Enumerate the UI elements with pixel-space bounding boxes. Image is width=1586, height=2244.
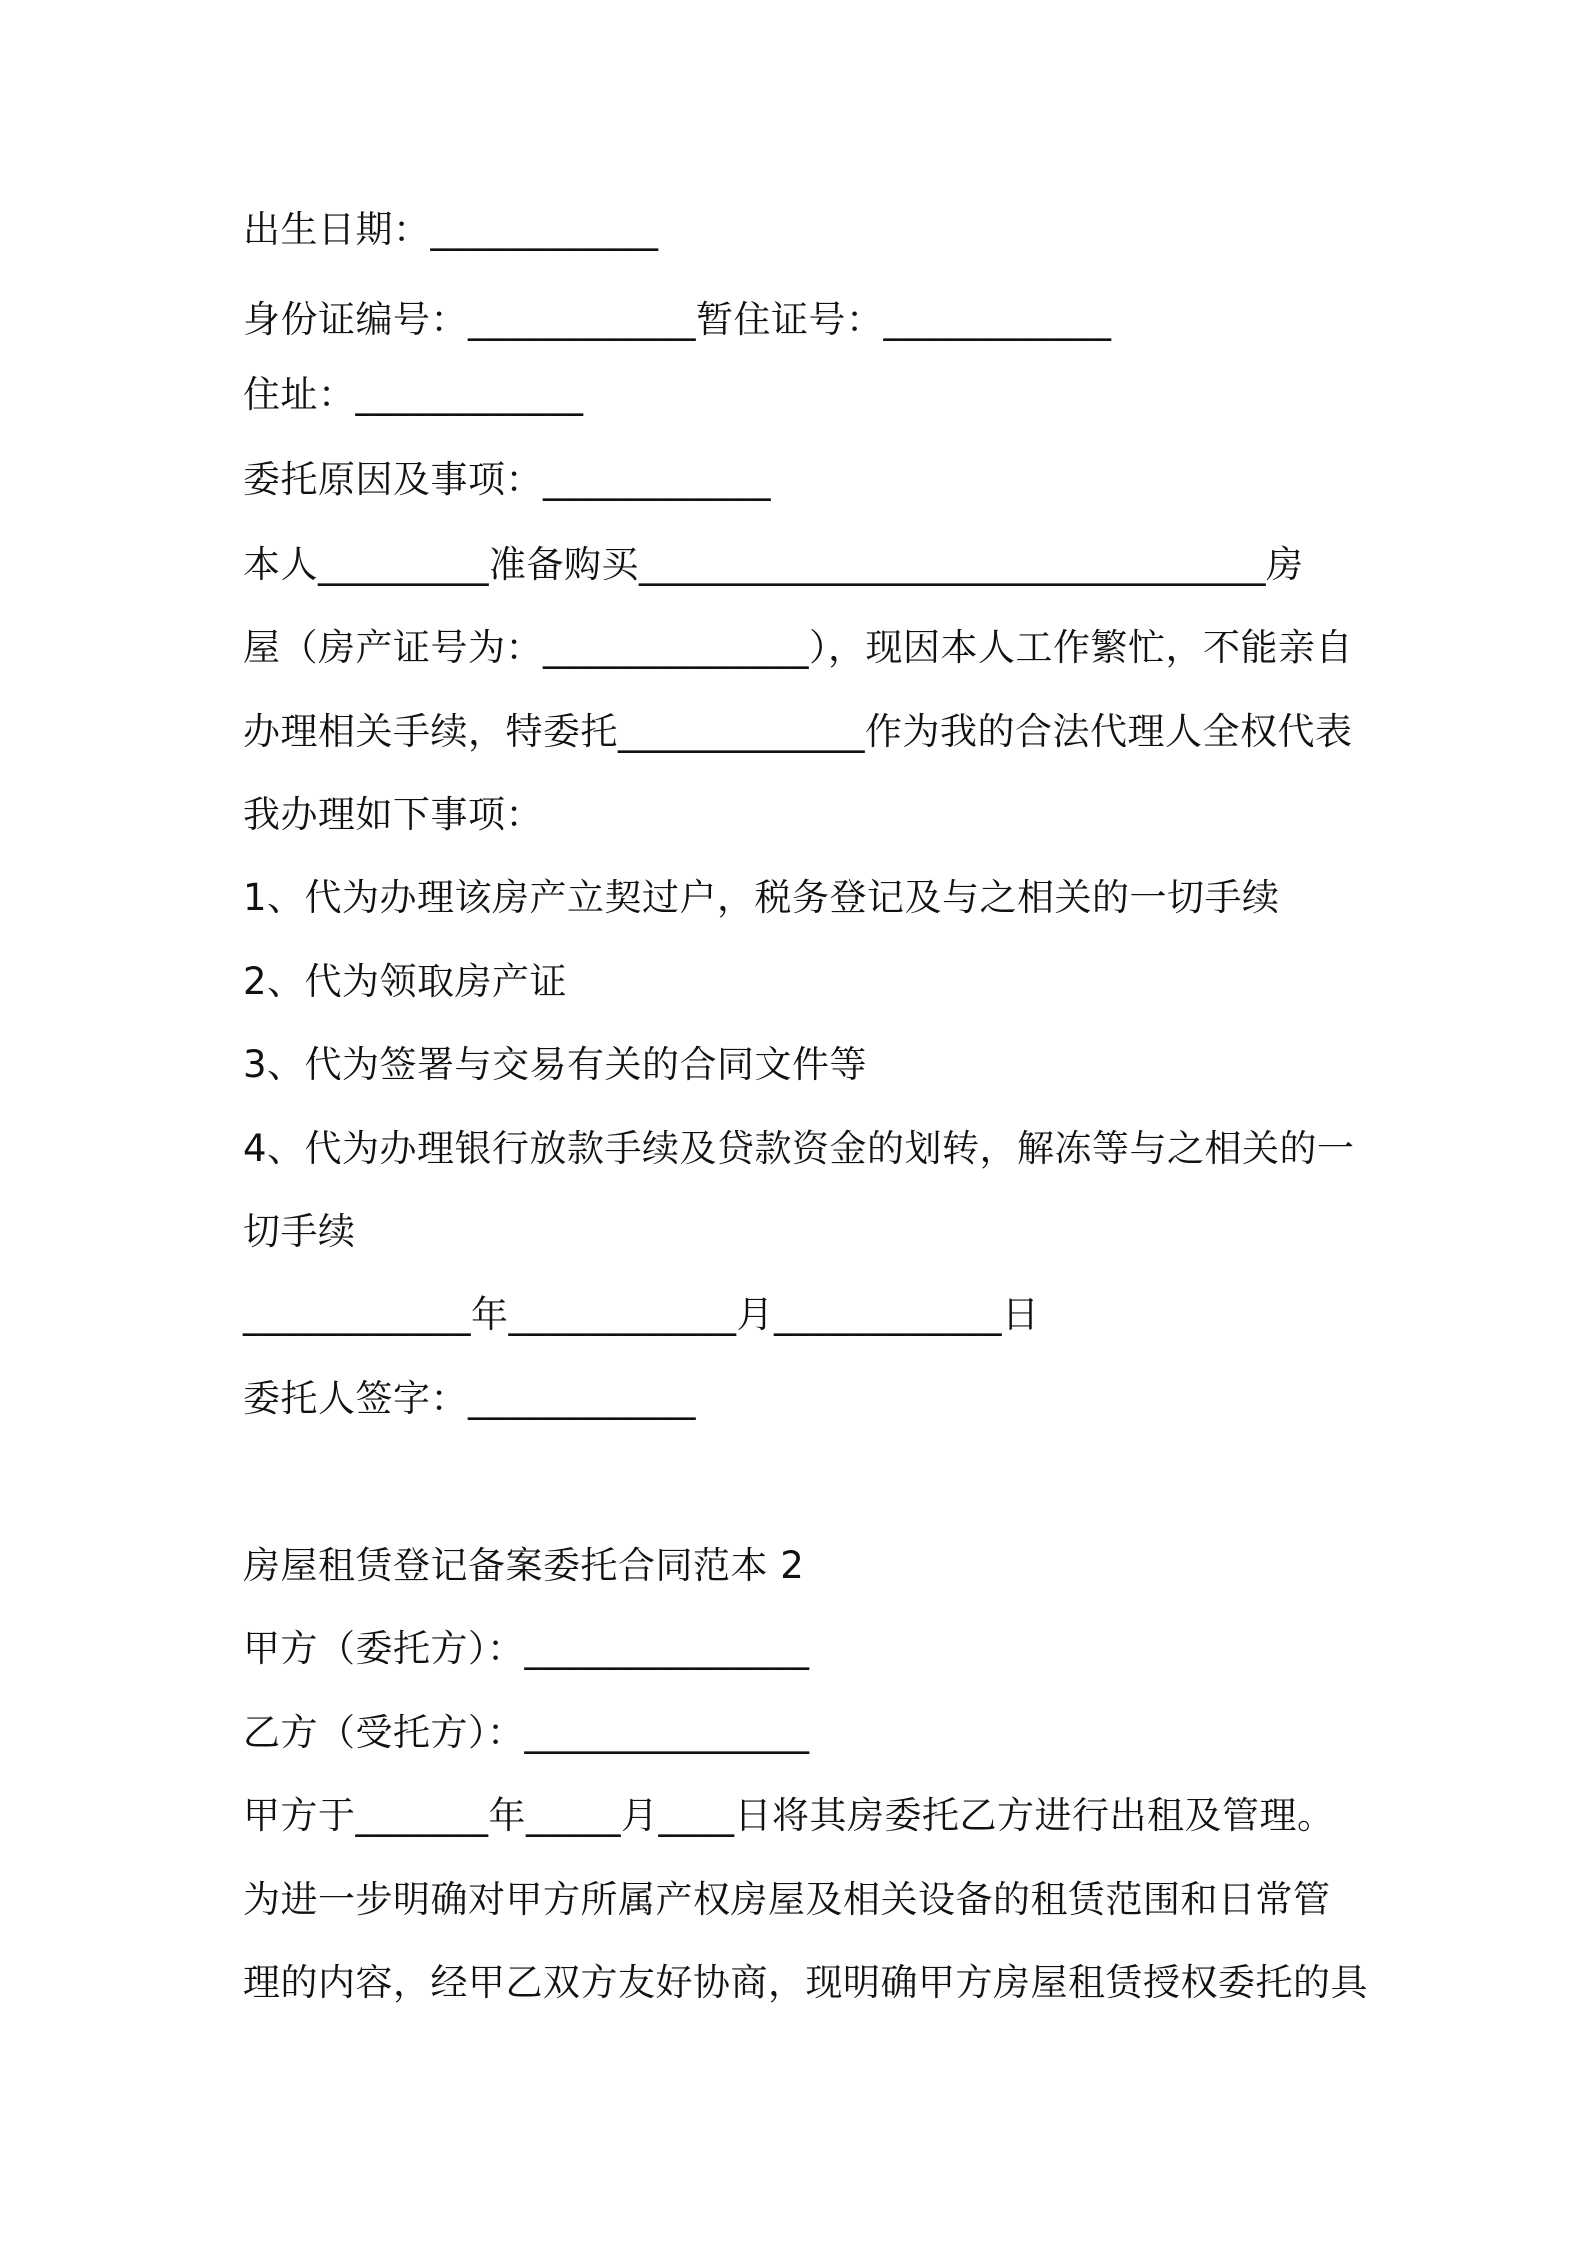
body-line: 本人_________准备购买_________________________________房 [243, 543, 1304, 586]
party-a-line: 甲方（委托方）：_______________ [243, 1627, 810, 1670]
list-item-continuation: 切手续 [243, 1210, 356, 1253]
birth-date-line: 出生日期：____________ [243, 208, 659, 251]
date-line: ____________年____________月____________日 [243, 1293, 1040, 1336]
reason-line: 委托原因及事项：____________ [243, 458, 771, 501]
id-number-line: 身份证编号：____________暂住证号：____________ [243, 298, 1112, 341]
signature-line: 委托人签字：____________ [243, 1377, 696, 1420]
body-line: 理的内容，经甲乙双方友好协商，现明确甲方房屋租赁授权委托的具 [243, 1961, 1368, 2004]
list-item: 3、代为签署与交易有关的合同文件等 [243, 1043, 868, 1086]
body-line: 甲方于_______年_____月____日将其房委托乙方进行出租及管理。 [243, 1794, 1335, 1837]
list-item: 1、代为办理该房产立契过户，税务登记及与之相关的一切手续 [243, 876, 1280, 919]
party-b-line: 乙方（受托方）：_______________ [243, 1711, 810, 1754]
body-line: 办理相关手续，特委托_____________作为我的合法代理人全权代表 [243, 710, 1353, 753]
body-line: 为进一步明确对甲方所属产权房屋及相关设备的租赁范围和日常管 [243, 1878, 1331, 1921]
list-item: 4、代为办理银行放款手续及贷款资金的划转，解冻等与之相关的一 [243, 1127, 1355, 1170]
section-title: 房屋租赁登记备案委托合同范本 2 [243, 1544, 805, 1587]
body-line: 我办理如下事项： [243, 793, 543, 836]
body-line: 屋（房产证号为：______________），现因本人工作繁忙，不能亲自 [243, 626, 1353, 669]
list-item: 2、代为领取房产证 [243, 960, 568, 1003]
address-line: 住址：____________ [243, 373, 584, 416]
